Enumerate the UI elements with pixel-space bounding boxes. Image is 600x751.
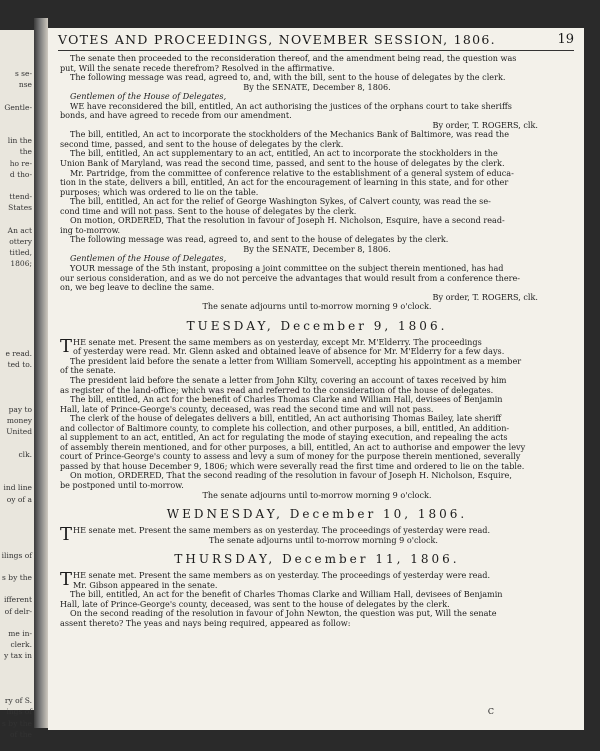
line-text: The president laid before the senate a letter from John Kilty, covering an account of taxes received by him xyxy=(70,374,507,385)
line-text: al supplement to an act, entitled, An act for regulating the mode of staying execution, and repealing the acts xyxy=(60,432,508,443)
facing-page-fragment: 1806; xyxy=(10,259,32,269)
day-heading-thursday: THURSDAY, December 11, 1806. xyxy=(174,552,460,567)
facing-page-fragment: s by the xyxy=(2,718,32,728)
line-text: The following message was read, agreed to, and, with the bill, sent to the house of delegates by the clerk. xyxy=(70,72,506,83)
line-text: Gentlemen of the House of Delegates, xyxy=(70,91,227,102)
line-text: Mr. Partridge, from the committee of conference relative to the establishment of a general system of educa- xyxy=(70,167,514,178)
line-text: on, we beg leave to decline the same. xyxy=(60,282,215,293)
line-text: and collector of Baltimore county, to complete his collection, and other purposes, a bill, entitled, An addition- xyxy=(60,422,510,433)
page-body xyxy=(60,54,574,628)
line-text: second time, passed, and sent to the house of delegates by the clerk. xyxy=(60,138,344,149)
line-text: The bill, entitled, An act to incorporate the stockholders of the Mechanics Bank of Baltimore, was read the xyxy=(70,129,510,140)
facing-page-fragment: States xyxy=(8,203,32,213)
drop-capital: T xyxy=(60,335,73,357)
line-text: passed by that house December 9, 1806; which were severally read the first time and ordered to lie on the table. xyxy=(60,460,525,471)
facing-page-fragment: An act xyxy=(7,225,32,235)
drop-capital: T xyxy=(60,569,73,591)
line-text: court of Prince-George's county to assess and levy a sum of money for the purpose therein mentioned, severally xyxy=(60,451,521,462)
section-thursday-proceedings xyxy=(60,571,574,628)
line-text: The bill, entitled, An act for the benefit of Charles Thomas Clarke and William Hall, devisees of Benjamin xyxy=(70,589,503,600)
running-header xyxy=(58,32,574,50)
section-monday-proceedings xyxy=(60,54,574,312)
document-page xyxy=(48,28,584,730)
line-text: our serious consideration, and as we do not perceive the advantages that would result from a conference there- xyxy=(60,272,521,283)
line-text: The bill, entitled, An act for the benefit of Charles Thomas Clarke and William Hall, devisees of Benjamin xyxy=(70,394,503,405)
text-line xyxy=(60,216,574,226)
line-text: Mr. Gibson appeared in the senate. xyxy=(73,579,218,590)
line-text: By the SENATE, December 8, 1806. xyxy=(243,81,391,92)
line-text: On motion, ORDERED, That the second reading of the resolution in favour of Joseph H. Nicholson, Esquire, xyxy=(70,470,512,481)
facing-page-fragment: lin the xyxy=(7,136,32,146)
line-text: On motion, ORDERED, That the resolution in favour of Joseph H. Nicholson, Esquire, have a second read- xyxy=(70,215,505,226)
drop-capital: T xyxy=(60,524,73,546)
text-line xyxy=(60,536,574,546)
day-heading-tuesday: TUESDAY, December 9, 1806. xyxy=(186,318,448,333)
text-line xyxy=(60,619,574,629)
facing-page-fragment: ilings of xyxy=(1,550,32,560)
facing-page-fragment: ifferent xyxy=(3,595,32,605)
line-text: By order, T. ROGERS, clk. xyxy=(432,291,538,302)
line-text: The senate adjourns until to-morrow morning 9 o'clock. xyxy=(209,534,438,545)
facing-page-fragment: pay to xyxy=(8,405,32,414)
line-text: as register of the land-office; which was read and referred to the consideration of the house of delegates. xyxy=(60,384,494,395)
line-text: HE senate met. Present the same members as on yesterday. The proceedings of yesterday were read. xyxy=(73,525,491,536)
facing-page-fragment: of the xyxy=(10,729,32,739)
facing-page-fragment: nse xyxy=(18,80,32,90)
facing-page-edge xyxy=(0,30,35,739)
facing-page-fragment: Gentle- xyxy=(4,102,32,112)
page-number: 19 xyxy=(557,32,574,47)
line-text: The senate adjourns until to-morrow morning 9 o'clock. xyxy=(202,301,432,312)
line-text: be postponed until to-morrow. xyxy=(60,479,184,490)
line-text: bonds, and have agreed to recede from our amendment. xyxy=(60,110,292,121)
facing-page-fragment: s by the xyxy=(2,573,32,582)
facing-page-fragment: e read. xyxy=(5,349,32,358)
line-text: On the second reading of the resolution in favour of John Newton, the question was put, Will the senate xyxy=(70,608,497,619)
line-text: The bill, entitled, An act for the relief of George Washington Sykes, of Calvert county, was read the se- xyxy=(70,196,491,207)
line-text: WE have reconsidered the bill, entitled, An act authorising the justices of the orphans court to take sheriffs xyxy=(70,100,512,111)
line-text: The clerk of the house of delegates delivers a bill, entitled, An act authorising Thomas Bailey, late sheriff xyxy=(70,413,502,424)
line-text: HE senate met. Present the same members as on yesterday, except Mr. M'Elderry. The proceedings xyxy=(73,336,482,347)
facing-page-fragment: titled, xyxy=(9,248,32,258)
line-text: The following message was read, agreed to, and sent to the house of delegates by the clerk. xyxy=(70,234,449,245)
line-text: assent thereto? The yeas and nays being required, appeared as follow: xyxy=(60,617,351,628)
line-text: tion in the state, delivers a bill, entitled, An act for the encouragement of learning in this state, and for other xyxy=(60,177,509,188)
line-text: cond time and will not pass. Sent to the house of delegates by the clerk. xyxy=(60,205,357,216)
facing-page-fragment: money xyxy=(6,416,32,426)
facing-page-fragment: s se- xyxy=(14,69,32,78)
section-tuesday-proceedings xyxy=(60,335,574,500)
line-text: The bill, entitled, An act supplementary to an act, entitled, An act to incorporate the stockholders in the xyxy=(70,148,498,159)
facing-page-fragment: y tax in xyxy=(4,651,32,661)
header-rule xyxy=(58,50,574,51)
facing-page-fragment: ings of xyxy=(6,707,32,717)
header-title: VOTES AND PROCEEDINGS, NOVEMBER SESSION, 1806. xyxy=(58,32,496,47)
facing-page-fragment: of delr- xyxy=(4,606,32,616)
section-wednesday-proceedings xyxy=(60,526,574,545)
text-line xyxy=(60,491,574,501)
facing-page-fragment: clk. xyxy=(18,449,32,459)
book-gutter xyxy=(34,18,48,728)
line-text: The senate adjourns until to-morrow morning 9 o'clock. xyxy=(202,489,432,500)
line-text: of assembly therein mentioned, and for other purposes, a bill, entitled, An act to authorise and empower the levy xyxy=(60,441,526,452)
line-text: Hall, late of Prince-George's county, deceased, was read the second time and will not pass. xyxy=(60,403,434,414)
facing-page-fragment: clerk. xyxy=(10,640,32,650)
line-text: By order, T. ROGERS, clk. xyxy=(432,119,538,130)
facing-page-fragment: me in- xyxy=(8,629,32,638)
facing-page-fragment: ind line xyxy=(3,483,32,493)
facing-page-fragment: United xyxy=(6,427,32,437)
facing-page-fragment: ho re- xyxy=(9,158,32,168)
line-text: purposes; which was ordered to lie on the table. xyxy=(60,186,259,197)
text-line xyxy=(60,302,574,312)
facing-page-fragment: oy of a xyxy=(6,494,32,504)
line-text: put, Will the senate recede therefrom? Resolved in the affirmative. xyxy=(60,62,335,73)
line-text: The senate then proceeded to the reconsideration thereof, and the amendment being read, the question was xyxy=(70,53,517,63)
facing-page-fragment: ted to. xyxy=(7,360,32,370)
line-text: of the senate. xyxy=(60,365,116,376)
line-text: HE senate met. Present the same members as on yesterday. The proceedings of yesterday were read. xyxy=(73,570,491,581)
day-heading-wednesday: WEDNESDAY, December 10, 1806. xyxy=(166,507,468,522)
catchword: C xyxy=(487,707,494,716)
facing-page-fragment: d tho- xyxy=(9,169,32,179)
line-text: Hall, late of Prince-George's county, deceased, was sent to the house of delegates by the clerk. xyxy=(60,598,450,609)
facing-page-fragment: ottery xyxy=(9,237,32,246)
line-text: By the SENATE, December 8, 1806. xyxy=(243,243,391,254)
facing-page-fragment: ry of S. xyxy=(4,696,32,706)
line-text: The president laid before the senate a letter from William Somervell, accepting his appointment as a member xyxy=(70,355,522,366)
line-text: ing to-morrow. xyxy=(60,224,121,235)
line-text: of yesterday were read. Mr. Glenn asked and obtained leave of absence for Mr. M'Elderry for a few days. xyxy=(73,346,505,357)
line-text: Gentlemen of the House of Delegates, xyxy=(70,253,227,264)
facing-page-fragment: ttend- xyxy=(9,192,32,202)
facing-page-fragment: the xyxy=(19,147,32,157)
line-text: Union Bank of Maryland, was read the second time, passed, and sent to the house of delegates by the clerk. xyxy=(60,158,505,169)
text-line xyxy=(60,357,574,367)
line-text: YOUR message of the 5th instant, proposing a joint committee on the subject therein mentioned, has had xyxy=(70,263,504,274)
